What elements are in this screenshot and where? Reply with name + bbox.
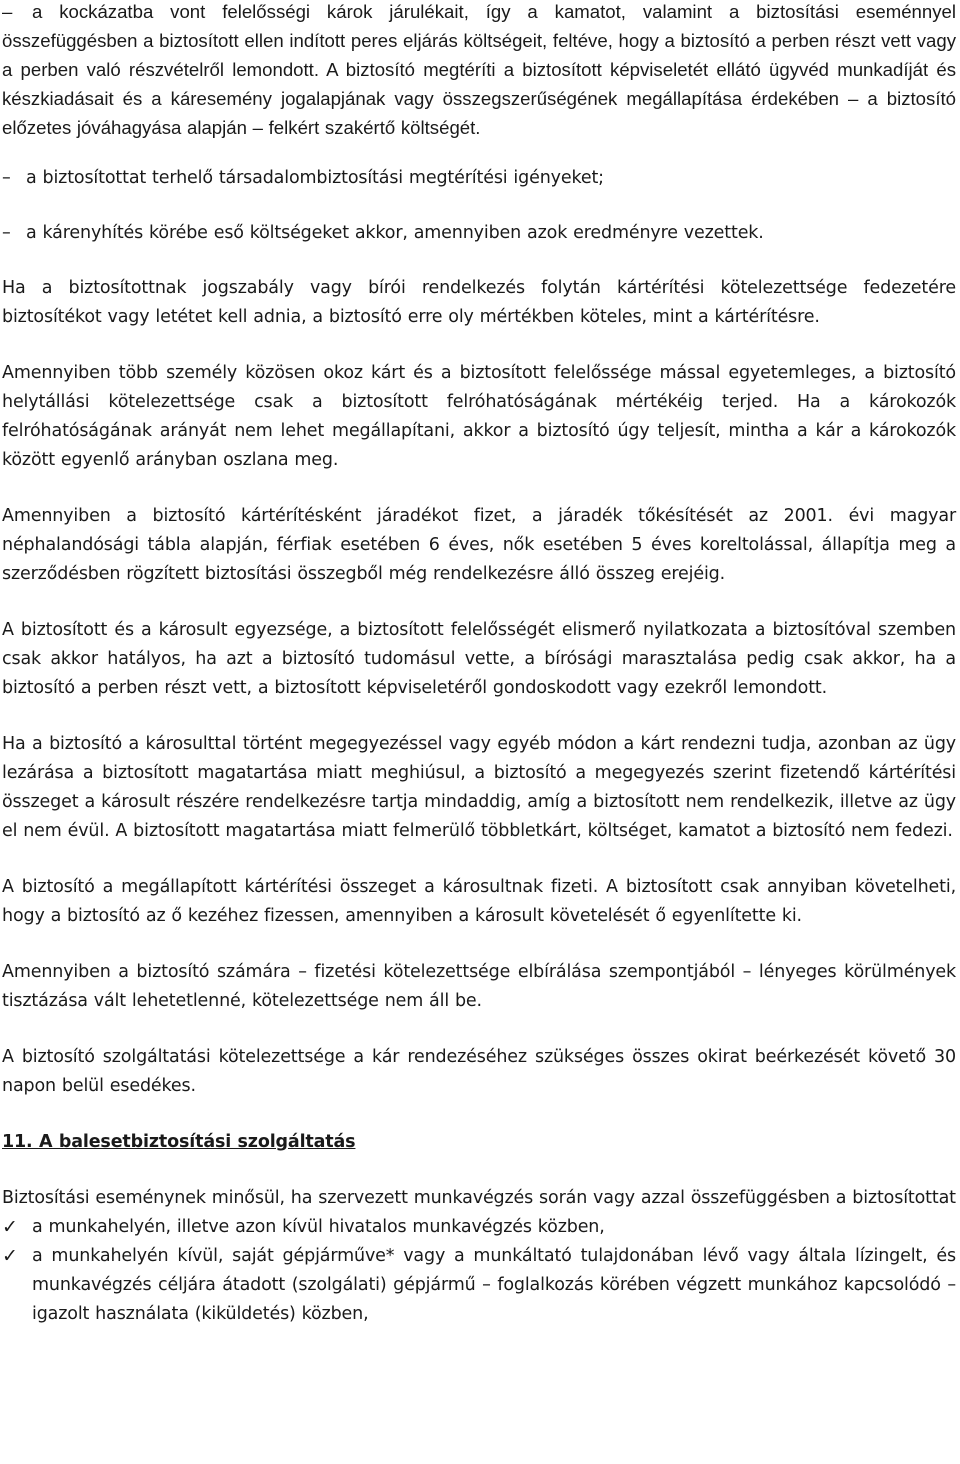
checklist-item — [2, 1213, 956, 1242]
list-item-text: a biztosítottat terhelő társadalombiztosítási megtérítési igényeket; — [26, 168, 604, 188]
list-item-text: a kockázatba vont felelősségi károk járulékait, így a kamatot, valamint a biztosítási eseménnyel összefüggésben a biztosított ellen indított peres eljárás költségeit, feltéve, hogy a biztosító a perben részt vett vagy a perben való részvételről lemondott. A biztosító megtéríti a biztosított képviseletét ellátó ügyvéd munkadíját és készkiadásait és a káresemény jogalapjának vagy összegszerűségének megállapítása érdekében – a biztosító előzetes jóváhagyása alapján – felkért szakértő költségét. — [2, 1, 956, 138]
paragraph: Ha a biztosítottnak jogszabály vagy bírói rendelkezés folytán kártérítési kötelezettsége fedezetére biztosítékot vagy letétet kell adnia, a biztosító erre oly mértékben köteles, mint a kártérítésre. — [2, 278, 956, 327]
list-item-text: a kárenyhítés körébe eső költségeket akkor, amennyiben azok eredményre vezettek. — [26, 223, 764, 243]
dash-bullet: – — [2, 168, 11, 188]
document-page — [2, 0, 956, 1329]
paragraph: A biztosító a megállapított kártérítési összeget a károsultnak fizeti. A biztosított csak annyiban követelheti, hogy a biztosító az ő kezéhez fizessen, amennyiben a károsult követelését ő egyenlítette ki. — [2, 877, 956, 926]
paragraph: Amennyiben több személy közösen okoz kárt és a biztosított felelőssége mással egyetemleges, a biztosító helytállási kötelezettsége csak a biztosított felróhatóságának mértékéig terjed. Ha a károkozók felróhatóságának arányát nem lehet megállapítani, akkor a biztosító úgy teljesít, mintha a kár a károkozók között egyenlő arányban oszlana meg. — [2, 363, 956, 470]
paragraph: A biztosító szolgáltatási kötelezettsége a kár rendezéséhez szükséges összes okirat beérkezését követő 30 napon belül esedékes. — [2, 1047, 956, 1096]
checklist-item-text: a munkahelyén, illetve azon kívül hivatalos munkavégzés közben, — [32, 1217, 605, 1237]
dash-bullet: – — [2, 1, 13, 22]
paragraph: Ha a biztosító a károsulttal történt megegyezéssel vagy egyéb módon a kárt rendezni tudja, azonban az ügy lezárása a biztosított magatartása miatt meghiúsul, a biztosító a megegyezés szerint fizetendő kártérítési összeget a károsult részére rendelkezésre tartja mindaddig, amíg a biztosított nem rendelkezik, illetve az ügy el nem évül. A biztosított magatartása miatt felmerülő többletkárt, költséget, kamatot a biztosító nem fedezi. — [2, 734, 956, 841]
paragraph: Amennyiben a biztosító számára – fizetési kötelezettsége elbírálása szempontjából – lényeges körülmények tisztázása vált lehetetlenné, kötelezettsége nem áll be. — [2, 962, 956, 1011]
list-item — [2, 164, 956, 193]
list-item — [2, 219, 956, 248]
dash-bullet: – — [2, 223, 11, 243]
checkmark-icon: ✓ — [2, 1216, 18, 1238]
list-item — [2, 0, 956, 142]
paragraph: A biztosított és a károsult egyezsége, a biztosított felelősségét elismerő nyilatkozata a biztosítóval szemben csak akkor hatályos, ha azt a biztosító tudomásul vette, a bírósági marasztalása pedig csak akkor, ha a biztosító a perben részt vett, a biztosított képviseletéről gondoskodott vagy ezekről lemondott. — [2, 620, 956, 698]
paragraph: Amennyiben a biztosító kártérítésként járadékot fizet, a járadék tőkésítését az 2001. évi magyar néphalandósági tábla alapján, férfiak esetében 6 éves, nők esetében 5 éves koreltolással, állapítja meg a szerződésben rögzített biztosítási összegből még rendelkezésre álló összeg erejéig. — [2, 506, 956, 584]
checklist — [2, 1213, 956, 1329]
checklist-item — [2, 1242, 956, 1329]
section-heading: 11. A balesetbiztosítási szolgáltatás — [2, 1132, 356, 1152]
section-intro: Biztosítási eseménynek minősül, ha szervezett munkavégzés során vagy azzal összefüggésben a biztosítottat — [2, 1188, 956, 1208]
checkmark-icon: ✓ — [2, 1245, 18, 1267]
checklist-item-text: a munkahelyén kívül, saját gépjárműve* vagy a munkáltató tulajdonában lévő vagy általa lízingelt, és munkavégzés céljára átadott (szolgálati) gépjármű – foglalkozás körében végzett munkához kapcsolódó – igazolt használata (kiküldetés) közben, — [32, 1246, 956, 1324]
